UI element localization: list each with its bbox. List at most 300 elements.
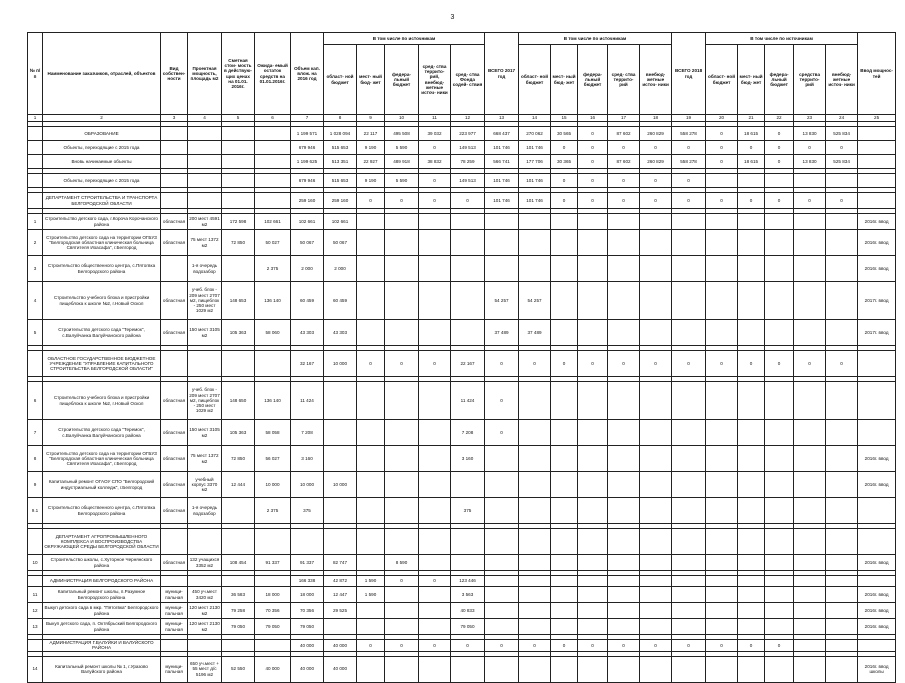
table-cell [578,498,608,524]
table-cell [706,656,738,682]
table-cell [255,155,291,169]
column-number: 8 [324,115,357,122]
table-cell: 1 590 [357,576,385,587]
table-cell: 0 [738,141,765,155]
table-cell: областная [161,555,188,571]
table-cell: 0 [765,640,794,652]
table-cell: 0 [357,351,385,377]
table-row [28,587,896,603]
table-cell [578,282,608,320]
table-cell [608,555,640,571]
table-cell [291,529,324,555]
table-cell [357,382,385,420]
table-cell: 0 [738,351,765,377]
object-name: Строительство детского сада "Теремок", с.Валуйчанка Валуйчанского района [43,320,161,346]
table-cell [451,256,485,282]
table-cell [858,141,896,155]
table-cell: 22 167 [451,351,485,377]
table-cell: 12 444 [222,472,255,498]
table-cell [255,576,291,587]
table-cell: 0 [485,640,519,652]
table-cell: 513 351 [324,155,357,169]
table-cell [765,382,794,420]
table-cell [222,576,255,587]
table-cell [419,656,451,682]
table-cell [765,619,794,635]
table-cell: 22 117 [357,127,385,141]
table-cell: 40 000 [324,640,357,652]
table-cell [519,420,551,446]
table-cell [826,230,858,256]
object-name: Объекты, переходящие с 2015 года [43,141,161,155]
table-cell: 37 489 [485,320,519,346]
table-cell: 18 000 [291,587,324,603]
table-cell [578,230,608,256]
table-cell: 2016г. ввод [858,603,896,619]
table-cell: 11 424 [291,382,324,420]
table-cell [765,446,794,472]
table-cell [357,619,385,635]
table-cell [451,214,485,230]
object-name: Строительство общественного центра, с.Пятогвка Белгородского района [43,256,161,282]
table-cell [706,214,738,230]
table-cell [255,193,291,209]
section-title: АДМИНИСТРАЦИЯ БЕЛГОРОДСКОГО РАЙОНА [43,576,161,587]
table-cell [519,576,551,587]
table-cell [578,382,608,420]
table-cell: 0 [419,174,451,188]
table-cell [419,587,451,603]
table-cell: 2016г. ввод [858,555,896,571]
object-name: Строительство общественного центра, с.Пятогвка Белгородского района [43,498,161,524]
table-cell [551,498,578,524]
table-cell [858,529,896,555]
column-number: 13 [485,115,519,122]
table-cell: 79 050 [255,619,291,635]
table-cell [672,587,706,603]
table-cell [640,529,672,555]
row-number [28,351,43,377]
table-row [28,320,896,346]
table-cell: 0 [765,193,794,209]
table-cell [706,498,738,524]
table-cell [738,420,765,446]
table-cell [551,656,578,682]
table-cell [551,529,578,555]
table-cell: 102 661 [255,214,291,230]
table-cell: 558 278 [672,155,706,169]
table-cell: 1 028 094 [324,127,357,141]
table-cell [161,141,188,155]
table-cell [255,529,291,555]
table-cell: 2 375 [255,256,291,282]
table-cell: 40 000 [291,656,324,682]
row-number: 9 [28,472,43,498]
table-cell [222,174,255,188]
table-cell [578,529,608,555]
table-cell: 0 [608,141,640,155]
table-cell: 0 [608,351,640,377]
table-cell: 148 650 [222,382,255,420]
table-cell: 56 027 [255,446,291,472]
table-cell [765,587,794,603]
table-cell [419,320,451,346]
table-cell: 0 [672,640,706,652]
object-name: Вновь начинаемые объекты [43,155,161,169]
table-cell: 1-я очередь водозабор [188,256,222,282]
table-cell: учебный корпус 3370 м2 [188,472,222,498]
table-cell [357,603,385,619]
table-cell [451,555,485,571]
table-cell [738,320,765,346]
header-extra-2017: внебюд- жетные источ- ники [640,45,672,115]
table-cell: учеб. блок - 209 мест 2707 м2, пищеблок - 250 мест 1029 м2 [188,282,222,320]
table-cell: 2016г. ввод [858,256,896,282]
table-cell [385,214,419,230]
table-cell: муници- пальная [161,587,188,603]
table-cell: 149 513 [451,141,485,155]
table-cell: 79 258 [222,603,255,619]
table-cell [188,127,222,141]
table-cell: 0 [672,174,706,188]
table-cell [519,230,551,256]
table-cell [188,576,222,587]
table-cell: 0 [419,640,451,652]
table-cell: 136 140 [255,382,291,420]
section-row [28,576,896,587]
table-row [28,420,896,446]
table-cell: 558 278 [672,127,706,141]
table-cell [738,446,765,472]
table-cell: 375 [291,498,324,524]
table-cell: 13 830 [794,155,826,169]
table-cell: 200 мест 4591 м2 [188,214,222,230]
table-cell [357,498,385,524]
table-cell: 91 337 [291,555,324,571]
table-cell: 0 [551,640,578,652]
table-cell: 0 [765,155,794,169]
table-cell [738,656,765,682]
table-cell: 0 [794,351,826,377]
column-number: 25 [858,115,896,122]
table-cell [324,529,357,555]
table-cell: 1 199 571 [291,127,324,141]
table-cell: 0 [519,640,551,652]
table-cell: 30 365 [551,155,578,169]
table-cell: 0 [640,174,672,188]
column-number: 9 [357,115,385,122]
table-cell [765,656,794,682]
table-cell: 5 590 [385,141,419,155]
table-cell [608,498,640,524]
header-territory-2016: сред- ства террито- рий, внебюд- жетные источ- ники [419,45,451,115]
table-cell [738,174,765,188]
object-name: Строительство учебного блока и пристройки пищеблока к школе №2, г.Новый Оскол [43,382,161,420]
table-cell [357,320,385,346]
table-cell: областная [161,214,188,230]
table-cell [794,472,826,498]
header-regional-2018: област- ной бюджет [706,45,738,115]
table-cell: 0 [608,640,640,652]
table-cell: муници- пальная [161,603,188,619]
table-body [28,115,896,683]
table-cell [765,230,794,256]
table-cell [385,282,419,320]
table-cell [826,656,858,682]
table-cell [385,446,419,472]
header-name: Наименование заказчиков, отраслей, объектов [43,33,161,115]
table-cell [357,256,385,282]
table-cell: 0 [765,141,794,155]
table-cell [672,446,706,472]
table-cell [519,603,551,619]
table-cell [357,472,385,498]
table-cell: 54 257 [485,282,519,320]
column-number: 24 [826,115,858,122]
table-cell: 0 [706,141,738,155]
table-cell [161,193,188,209]
table-cell [794,587,826,603]
object-name: Капитальный ремонт школы № 1, г.Уразово Валуйского района [43,656,161,682]
table-cell [672,214,706,230]
column-number: 3 [161,115,188,122]
table-cell [551,214,578,230]
table-cell: 50 067 [324,230,357,256]
table-cell: 101 746 [485,174,519,188]
table-cell [858,174,896,188]
table-cell [161,127,188,141]
table-cell [794,282,826,320]
table-cell [706,472,738,498]
table-cell: 50 027 [255,230,291,256]
section-row [28,529,896,555]
table-cell [738,472,765,498]
table-cell [765,472,794,498]
table-cell: 0 [578,193,608,209]
table-cell [255,640,291,652]
table-cell [551,555,578,571]
row-number [28,141,43,155]
object-name: Капитальный ремонт школы, п.Разумное Белгородского района [43,587,161,603]
table-cell: 40 000 [324,656,357,682]
table-cell [255,141,291,155]
table-cell [706,555,738,571]
table-cell: 0 [485,351,519,377]
table-cell [672,555,706,571]
table-cell [451,529,485,555]
table-cell: 132 учащихся 3352 м2 [188,555,222,571]
table-cell: 9 190 [357,174,385,188]
table-cell: 150 мест 3105 м2 [188,420,222,446]
table-cell [385,603,419,619]
table-cell [826,472,858,498]
table-cell [357,282,385,320]
table-cell [578,555,608,571]
table-cell: 101 746 [519,174,551,188]
table-cell [255,174,291,188]
table-cell: 0 [706,640,738,652]
table-cell [826,640,858,652]
table-cell: 79 050 [451,619,485,635]
table-cell: 0 [419,141,451,155]
table-cell: 13 830 [794,127,826,141]
table-cell [485,587,519,603]
header-fund-2016: сред- ства Фонда содей- ствия [451,45,485,115]
table-cell: 91 337 [255,555,291,571]
table-cell [794,555,826,571]
table-cell: 2 000 [324,256,357,282]
table-cell [706,282,738,320]
table-cell: 2016г. ввод [858,587,896,603]
table-cell [385,382,419,420]
table-cell [738,555,765,571]
row-number [28,155,43,169]
table-cell [738,256,765,282]
table-cell: 0 [826,351,858,377]
table-cell: областная [161,282,188,320]
table-cell: 515 653 [324,141,357,155]
table-cell: 50 067 [291,230,324,256]
table-cell [419,214,451,230]
table-cell [357,446,385,472]
table-cell: 450 уч.мест 3420 м2 [188,587,222,603]
table-cell [578,576,608,587]
table-cell [672,256,706,282]
table-cell [485,472,519,498]
table-cell [858,576,896,587]
table-cell [794,420,826,446]
table-cell [706,256,738,282]
table-cell [485,555,519,571]
column-number: 19 [672,115,706,122]
table-cell [324,619,357,635]
table-cell: областная [161,498,188,524]
table-cell: 525 834 [826,127,858,141]
table-cell [608,619,640,635]
table-cell [608,529,640,555]
table-cell [551,587,578,603]
table-cell: 2017г. ввод [858,320,896,346]
table-cell [640,446,672,472]
table-cell: 18 615 [738,155,765,169]
table-cell [738,382,765,420]
table-cell: 0 [765,127,794,141]
table-cell: 260 829 [640,127,672,141]
table-cell: 8 590 [385,555,419,571]
column-number: 21 [738,115,765,122]
table-cell: 679 946 [291,141,324,155]
table-cell [640,656,672,682]
table-cell: 566 741 [485,155,519,169]
column-number: 15 [551,115,578,122]
table-cell [858,420,896,446]
table-cell: 0 [385,576,419,587]
table-cell: муници- пальная [161,619,188,635]
table-cell: 0 [419,576,451,587]
table-cell [608,282,640,320]
table-cell [385,619,419,635]
table-cell: 0 [485,420,519,446]
table-cell [551,282,578,320]
table-cell [188,193,222,209]
table-cell: 270 062 [519,127,551,141]
table-cell [826,619,858,635]
table-cell [640,230,672,256]
table-cell [188,529,222,555]
object-name: Капитальный ремонт ОГАОУ СПО "Белгородский индустриальный колледж", г.Белгород [43,472,161,498]
table-cell: 101 746 [519,193,551,209]
table-cell: 58 060 [255,320,291,346]
table-cell [738,619,765,635]
header-federal-2017: федера- льный бюджет [578,45,608,115]
table-cell [765,174,794,188]
table-cell: 101 746 [485,193,519,209]
table-cell: 102 661 [291,214,324,230]
table-cell: 37 489 [519,320,551,346]
table-cell: 7 208 [451,420,485,446]
table-cell [451,472,485,498]
table-row [28,472,896,498]
table-cell [451,320,485,346]
table-cell: 489 918 [385,155,419,169]
table-cell: 0 [551,193,578,209]
table-cell: 148 653 [222,282,255,320]
row-number: 11 [28,587,43,603]
table-cell [419,472,451,498]
table-cell [672,656,706,682]
table-cell [419,555,451,571]
table-cell: 79 050 [222,619,255,635]
row-number [28,529,43,555]
table-row [28,256,896,282]
table-cell: 0 [578,174,608,188]
table-cell [161,155,188,169]
row-number: 3 [28,256,43,282]
row-number [28,193,43,209]
table-cell: 668 437 [485,127,519,141]
table-cell [419,498,451,524]
table-cell [706,382,738,420]
table-cell [608,382,640,420]
table-cell [826,529,858,555]
table-cell: 136 140 [255,282,291,320]
table-cell [419,282,451,320]
table-cell: 70 356 [255,603,291,619]
table-cell [385,320,419,346]
header-sources-2016: В том числе по источникам [324,33,485,45]
table-cell [858,351,896,377]
table-cell [794,640,826,652]
table-cell [794,619,826,635]
section-row [28,640,896,652]
table-cell [858,193,896,209]
table-cell: муници- пальная [161,656,188,682]
table-cell [485,446,519,472]
table-cell: 0 [794,141,826,155]
table-cell [826,174,858,188]
row-number [28,576,43,587]
table-row [28,127,896,141]
table-cell: 2017г. ввод [858,282,896,320]
row-number: 9.1 [28,498,43,524]
table-cell [451,282,485,320]
table-cell: 166 338 [291,576,324,587]
table-cell: 123 446 [451,576,485,587]
table-cell [324,382,357,420]
object-name: Строительство детского сада на территории ОГБУЗ "Белгородская областная клиническая больница Святителя Иоасафа", г.Белгород [43,446,161,472]
table-cell: 40 833 [451,603,485,619]
table-cell [222,193,255,209]
